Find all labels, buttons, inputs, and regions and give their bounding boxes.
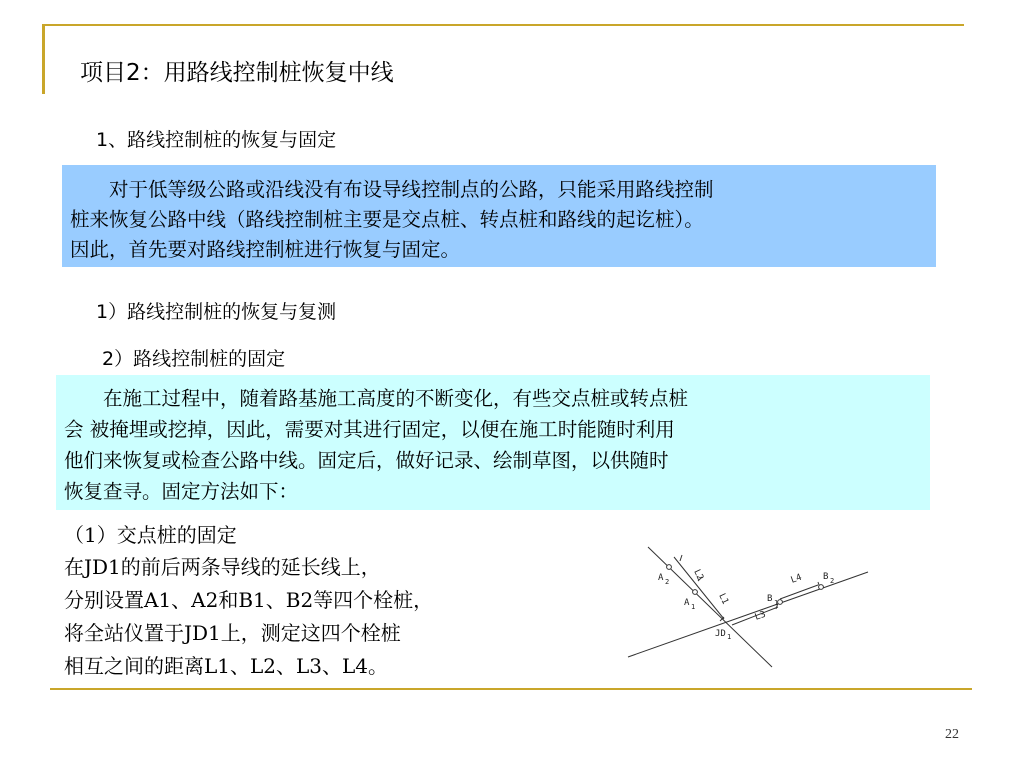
pile-a2-marker [667, 565, 672, 570]
fixing-box [56, 375, 930, 510]
fixing-line: 他们来恢复或检查公路中线。固定后，做好记录、绘制草图，以供随时 [64, 449, 669, 472]
fixing-line: 会 被掩埋或挖掉，因此，需要对其进行固定，以便在施工时能随时利用 [64, 418, 675, 441]
label-l4: L4 [789, 572, 804, 586]
slide-title: 项目2：用路线控制桩恢复中线 [80, 60, 394, 86]
label-a1-sub: 1 [691, 603, 696, 611]
fixing-line: 恢复查寻。固定方法如下： [64, 480, 299, 503]
label-l2: L2 [691, 568, 705, 583]
method-heading: （1）交点桩的固定 [64, 523, 237, 547]
label-a2-sub: 2 [665, 578, 670, 586]
section-heading: 1、路线控制桩的恢复与固定 [96, 129, 337, 151]
top-rule [42, 24, 964, 26]
subheading-fix: 2）路线控制桩的固定 [102, 348, 286, 370]
label-b2: B [823, 572, 829, 582]
intro-line: 因此，首先要对路线控制桩进行恢复与固定。 [70, 238, 461, 261]
pile-b1-marker [778, 600, 783, 605]
pile-b2-marker [819, 585, 824, 590]
subheading-restore: 1）路线控制桩的恢复与复测 [96, 301, 337, 323]
method-line: 在JD1的前后两条导线的延长线上， [64, 555, 381, 579]
title-accent-bar [42, 24, 45, 94]
label-b1: B [767, 594, 773, 604]
page-number: 22 [945, 727, 959, 742]
label-l3: L3 [753, 609, 768, 623]
method-line: 将全站仪置于JD1上，测定这四个栓桩 [64, 621, 401, 645]
label-a2: A [658, 573, 664, 583]
route-line-a [648, 547, 772, 667]
pile-a1-marker [693, 590, 698, 595]
bottom-rule [50, 688, 972, 690]
fixing-line: 在施工过程中，随着路基施工高度的不断变化，有些交点桩或转点桩 [64, 387, 689, 410]
method-line: 分别设置A1、A2和B1、B2等四个栓桩， [64, 588, 434, 612]
method-line: 相互之间的距离L1、L2、L3、L4。 [64, 654, 389, 678]
label-b2-sub: 2 [830, 577, 835, 585]
intro-line: 对于低等级公路或沿线没有布设导线控制点的公路，只能采用路线控制 [70, 178, 714, 201]
intro-box [62, 165, 936, 267]
label-b1-sub: 1 [774, 599, 779, 607]
intersection-pile-diagram [620, 535, 880, 670]
label-jd1: JD [715, 629, 726, 639]
label-jd1-sub: 1 [727, 633, 732, 641]
label-a1: A [684, 598, 690, 608]
label-l1: L1 [716, 592, 730, 607]
intro-line: 桩来恢复公路中线（路线控制桩主要是交点桩、转点桩和路线的起讫桩）。 [70, 208, 704, 231]
